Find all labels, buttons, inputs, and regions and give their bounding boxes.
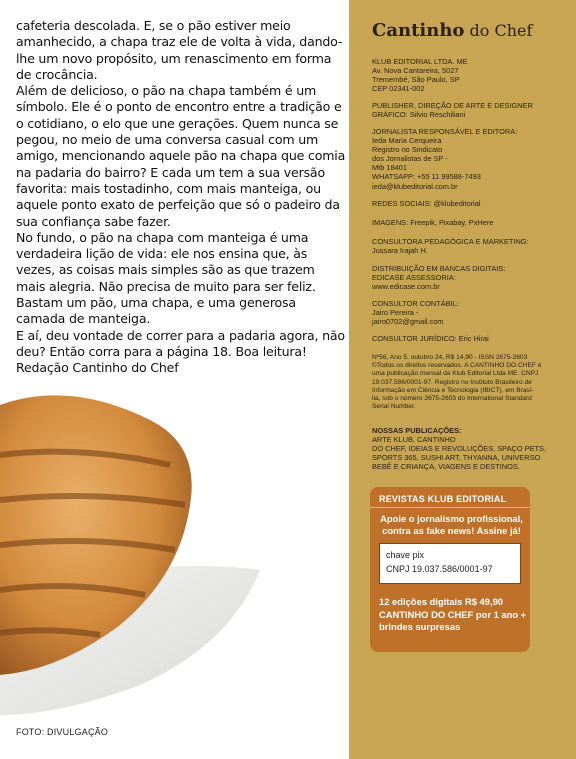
publications-title: NOSSAS PUBLICAÇÕES: xyxy=(372,426,462,435)
pix-box xyxy=(379,543,521,584)
promo-divider xyxy=(370,507,530,508)
social-credit: REDES SOCIAIS: @klubeditorial xyxy=(372,199,481,208)
publications-list: ARTE KLUB, CANTINHO DO CHEF, IDEIAS E REVOLUÇÕES, SPAÇO PETS, SPORTS 365, SUSHI ART, THYANNA, UNIVERSO BEBÊ E CRIANÇA, VIAGENS E DESTINOS. xyxy=(372,435,546,472)
toasted-bread-photo xyxy=(0,385,349,715)
promo-subtitle: Apoie o jornalismo profissional, contra as fake news! Assine já! xyxy=(380,513,523,536)
article-paragraph: No fundo, o pão na chapa com manteiga é uma verdadeira lição de vida: ele nos ensina que, às vezes, as coisas mais simples são as que trazem mais alegria. Não precisa de muito para ser feliz. Bastam um pão, uma chapa, e uma generosa camada de manteiga. xyxy=(16,229,316,327)
consultant-credit: CONSULTORA PEDAGÓGICA E MARKETING: Jussara Irajah H. xyxy=(372,237,529,256)
article-paragraph: Além de delicioso, o pão na chapa também é um símbolo. Ele é o ponto de encontro entre a tradição e o cotidiano, o elo que une gerações. Quem nunca se pegou, no meio de uma conversa casual com um amigo, mencionando aquele pão na chapa que comia na padaria do bairro? E cada um tem a sua versão favorita: mais tostadinho, com mais manteiga, ou aquele ponto exato de perfeição que só o padeiro da sua confiança sabe fazer. xyxy=(16,83,346,229)
article-body xyxy=(16,18,346,377)
promo-title: REVISTAS KLUB EDITORIAL xyxy=(379,494,507,504)
pix-label: chave pix xyxy=(386,550,425,560)
article-signature: Redação Cantinho do Chef xyxy=(16,360,179,376)
legal-credit: CONSULTOR JURÍDICO: Eric Hirai xyxy=(372,334,489,343)
promo-offer: 12 edições digitais R$ 49,90 CANTINHO DO CHEF por 1 ano + brindes surpresas xyxy=(379,596,527,632)
fine-print: Nº56, Ano 5, outubro 24, R$ 14,90 - ISSN 2675-2603 ©Todos os direitos reservados. A CANTINHO DO CHEF é uma publicação mensal da Klub Editorial Ltda ME. CNPJ 19.037.586/0001-97. Registro no Instituto Brasileiro de Informação em Ciência e Tecnologia (IBICT), em Brasí- lia, sob o número 2675-2603 do International Standard Serial Number. xyxy=(372,354,542,411)
magazine-logo xyxy=(372,20,532,41)
journalist-credit: JORNALISTA RESPONSÁVEL E EDITORA: Ieda Maria Cerqueira Registro no Sindicato dos Jornalistas de SP - Mtb 18401 WHATSAPP: +55 11 99588-7493 ieda@klubeditorial.com.br xyxy=(372,127,518,191)
images-credit: IMAGENS: Freepik, Pixabay, PxHere xyxy=(372,218,494,227)
photo-credit: FOTO: DIVULGAÇÃO xyxy=(16,727,109,737)
article-paragraph: E aí, deu vontade de correr para a padaria agora, não deu? Então corra para a página 18. Boa leitura! xyxy=(16,327,345,359)
pix-value: CNPJ 19.037.586/0001-97 xyxy=(386,564,493,574)
subscription-promo xyxy=(370,487,530,652)
design-credit: PUBLISHER, DIREÇÃO DE ARTE E DESIGNER GRÁFICO: Silvio Reschiliani xyxy=(372,101,533,120)
article-paragraph: cafeteria descolada. E, se o pão estiver meio amanhecido, a chapa traz ele de volta à vida, dando-lhe um novo propósito, um renascimento em forma de crocância. xyxy=(16,18,343,82)
logo-light: do Chef xyxy=(464,21,533,40)
accounting-credit: CONSULTOR CONTÁBIL: Jairo Pereira - jairo0702@gmail.com xyxy=(372,299,459,327)
logo-bold: Cantinho xyxy=(372,20,465,41)
publisher-info: KLUB EDITORIAL LTDA. ME Av. Nova Cantareira, 5027 Tremembé, São Paulo, SP CEP 02341-002 xyxy=(372,57,468,94)
distribution-credit: DISTRIBUIÇÃO EM BANCAS DIGITAIS: EDICASE ASSESSORIA: www.edicase.com.br xyxy=(372,264,506,292)
